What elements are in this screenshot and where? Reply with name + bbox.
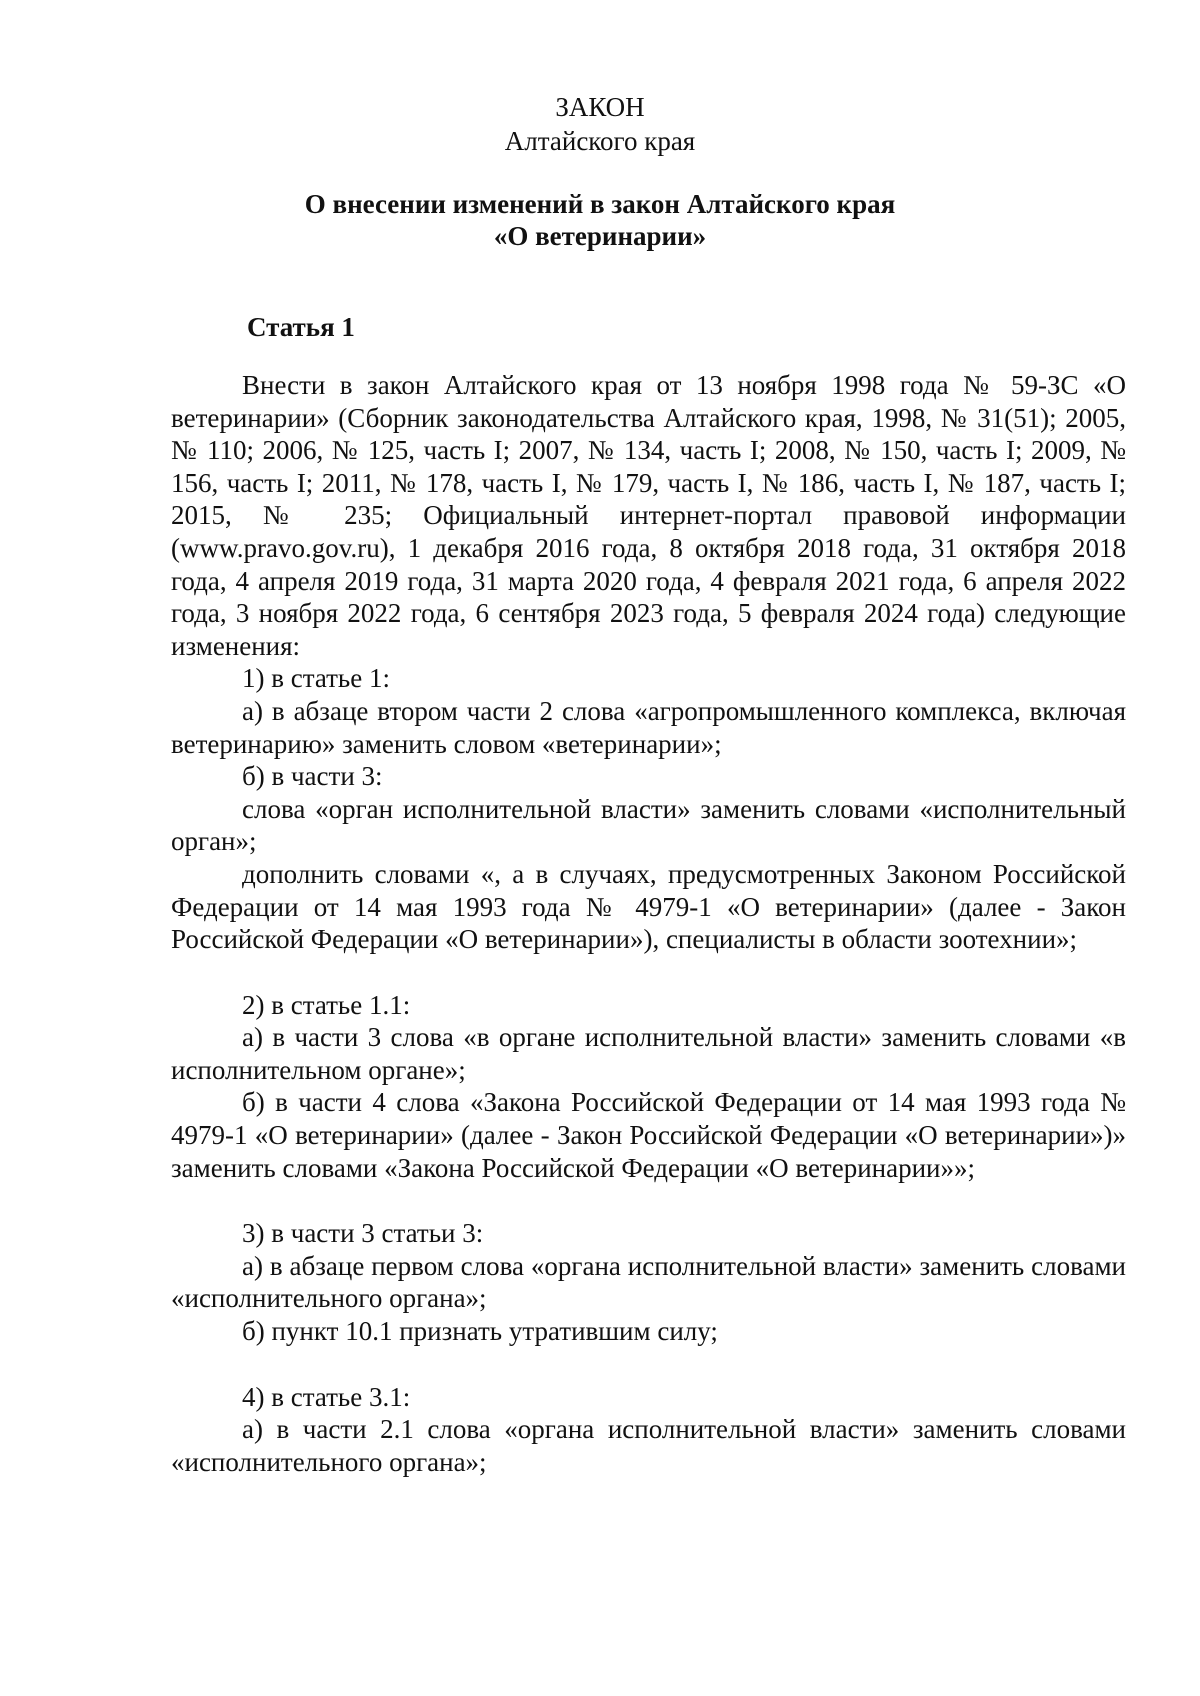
paragraph: б) в части 3: xyxy=(242,761,383,792)
paragraph: 3) в части 3 статьи 3: xyxy=(242,1218,484,1249)
paragraph: а) в части 2.1 слова «органа исполнительной власти» заменить словами «исполнительного органа»; xyxy=(171,1414,1126,1477)
paragraph: дополнить словами «, а в случаях, предусмотренных Законом Российской Федерации от 14 мая 1993 года № 4979-1 «О ветеринарии» (далее - Закон Российской Федерации «О ветеринарии»), специалисты в области зоотехнии»; xyxy=(171,858,1126,955)
paragraph: 4) в статье 3.1: xyxy=(242,1381,411,1412)
article-heading: Статья 1 xyxy=(247,312,355,342)
law-name-line-1: О внесении изменений в закон Алтайского края xyxy=(304,189,896,219)
paragraph: а) в части 3 слова «в органе исполнительной власти» заменить словами «в исполнительном органе»; xyxy=(171,1022,1126,1085)
law-name-line-2: «О ветеринарии» xyxy=(493,221,707,251)
paragraph: Внести в закон Алтайского края от 13 ноября 1998 года № 59-ЗС «О ветеринарии» (Сборник законодательства Алтайского края, 1998, № 31(51); 2005, № 110; 2006, № 125, часть I; 2007, № 134, часть I; 2008, № 150, часть I; 2009, № 156, часть I; 2011, № 178, часть I, № 179, часть I, № 186, часть I, № 187, часть I; 2015, № 235; Официальный интернет-портал правовой информации (www.pravo.gov.ru), 1 декабря 2016 года, 8 октября 2018 года, 31 октября 2018 года, 4 апреля 2019 года, 31 марта 2020 года, 4 февраля 2021 года, 6 апреля 2022 года, 3 ноября 2022 года, 6 сентября 2023 года, 5 февраля 2024 года) следующие изменения: xyxy=(171,370,1126,661)
paragraph: 2) в статье 1.1: xyxy=(242,989,411,1020)
paragraph: б) пункт 10.1 признать утратившим силу; xyxy=(242,1316,718,1347)
paragraph: а) в абзаце первом слова «органа исполнительной власти» заменить словами «исполнительного органа»; xyxy=(171,1250,1126,1314)
paragraph: а) в абзаце втором части 2 слова «агропромышленного комплекса, включая ветеринарию» заменить словом «ветеринарии»; xyxy=(171,695,1126,759)
doc-title: ЗАКОН xyxy=(555,92,645,122)
paragraph: слова «орган исполнительной власти» заменить словами «исполнительный орган»; xyxy=(171,793,1126,857)
paragraph: 1) в статье 1: xyxy=(242,663,390,694)
article-body xyxy=(171,369,1126,1478)
paragraph: б) в части 4 слова «Закона Российской Федерации от 14 мая 1993 года № 4979-1 «О ветеринарии» (далее - Закон Российской Федерации «О ветеринарии»)» заменить словами «Закона Российской Федерации «О ветеринарии»»; xyxy=(171,1087,1126,1183)
doc-subtitle: Алтайского края xyxy=(504,126,696,156)
